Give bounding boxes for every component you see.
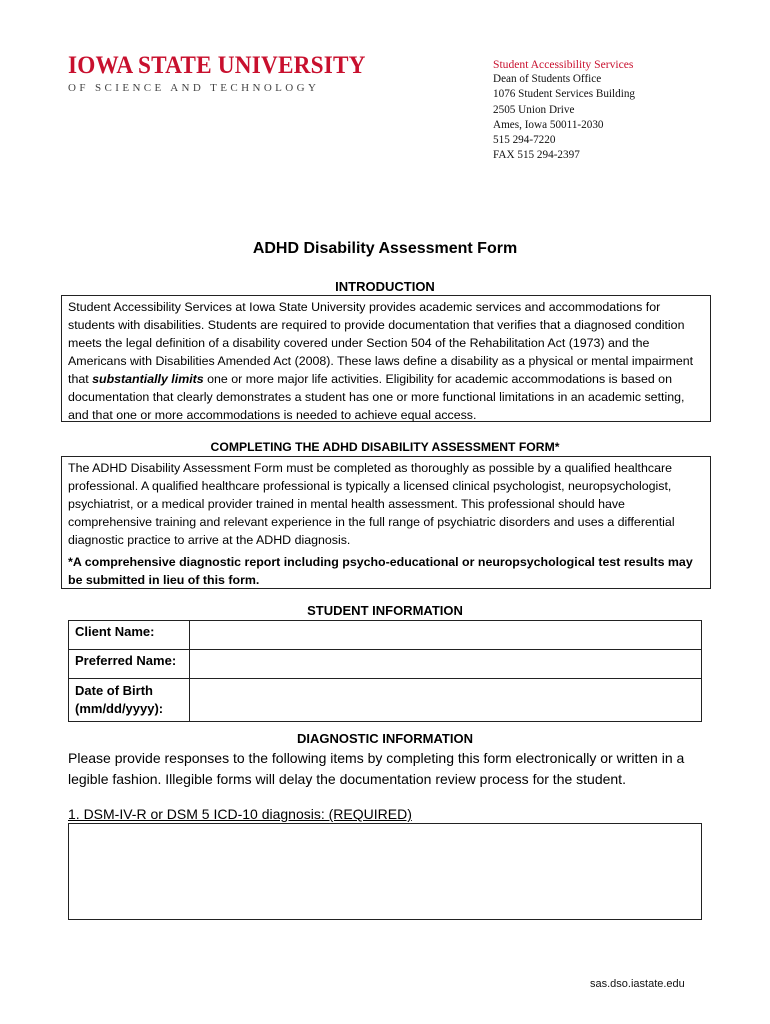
- introduction-text: Student Accessibility Services at Iowa State University provides academic services and accommodations for students with disabilities. Students are required to provide documentation that verifies that a diagnosed condition meets the legal definition of a disability covered under Section 504 of the Rehabilitation Act (1973) and the Americans with Disabilities Amended Act (2008). These laws define a disability as a physical or mental impairment that substantially limits one or more major life activities. Eligibility for academic accommodations is based on documentation that clearly demonstrates a student has one or more functional limitations in an academic setting, and that one or more accommodations is needed to achieve equal access.: [68, 300, 694, 422]
- client-name-field[interactable]: [190, 621, 702, 650]
- building: 1076 Student Services Building: [493, 88, 636, 101]
- completing-box: [61, 456, 711, 589]
- table-row: [69, 621, 702, 650]
- table-row: [69, 650, 702, 679]
- dob-label: Date of Birth (mm/dd/yyyy):: [69, 679, 190, 722]
- diagnostic-heading: DIAGNOSTIC INFORMATION: [297, 731, 473, 746]
- table-row: [69, 679, 702, 722]
- footer-url[interactable]: sas.dso.iastate.edu: [590, 978, 685, 990]
- completing-note: *A comprehensive diagnostic report including psycho-educational or neuropsychological test results may be submitted in lieu of this form.: [68, 555, 693, 587]
- city: Ames, Iowa 50011-2030: [493, 118, 604, 131]
- question-1-label: 1. DSM-IV-R or DSM 5 ICD-10 diagnosis: (REQUIRED): [68, 806, 412, 822]
- completing-text: The ADHD Disability Assessment Form must be completed as thoroughly as possible by a qualified healthcare professional. A qualified healthcare professional is typically a licensed clinical psychologist, neuropsychologist, psychiatrist, or a medical provider trained in mental health assessment. This professional should have comprehensive training and relevant experience in the full range of psychiatric disorders and uses a differential diagnostic practice to arrive at the ADHD diagnosis.: [68, 461, 675, 547]
- office-address-block: [493, 57, 635, 163]
- question-1-answer-box[interactable]: [68, 823, 702, 920]
- department-name: Student Accessibility Services: [493, 58, 634, 71]
- client-name-label: Client Name:: [69, 621, 190, 650]
- fax: FAX 515 294-2397: [493, 149, 580, 162]
- university-logo-tagline: OF SCIENCE AND TECHNOLOGY: [68, 82, 320, 94]
- student-info-table: [68, 620, 702, 722]
- diagnostic-intro: Please provide responses to the following items by completing this form electronically or written in a legible fashion. Illegible forms will delay the documentation review process for the student.: [68, 750, 685, 787]
- university-logo-name: IOWA STATE UNIVERSITY: [68, 52, 366, 79]
- introduction-box: [61, 295, 711, 422]
- phone: 515 294-7220: [493, 134, 556, 147]
- street: 2505 Union Drive: [493, 103, 575, 116]
- emphasis-text: substantially limits: [92, 372, 204, 386]
- dob-field[interactable]: [190, 679, 702, 722]
- preferred-name-field[interactable]: [190, 650, 702, 679]
- office-name: Dean of Students Office: [493, 73, 602, 86]
- student-info-heading: STUDENT INFORMATION: [307, 603, 463, 618]
- form-title: ADHD Disability Assessment Form: [252, 240, 518, 257]
- preferred-name-label: Preferred Name:: [69, 650, 190, 679]
- introduction-heading: INTRODUCTION: [335, 279, 435, 294]
- completing-heading: COMPLETING THE ADHD DISABILITY ASSESSMENT FORM*: [210, 440, 560, 454]
